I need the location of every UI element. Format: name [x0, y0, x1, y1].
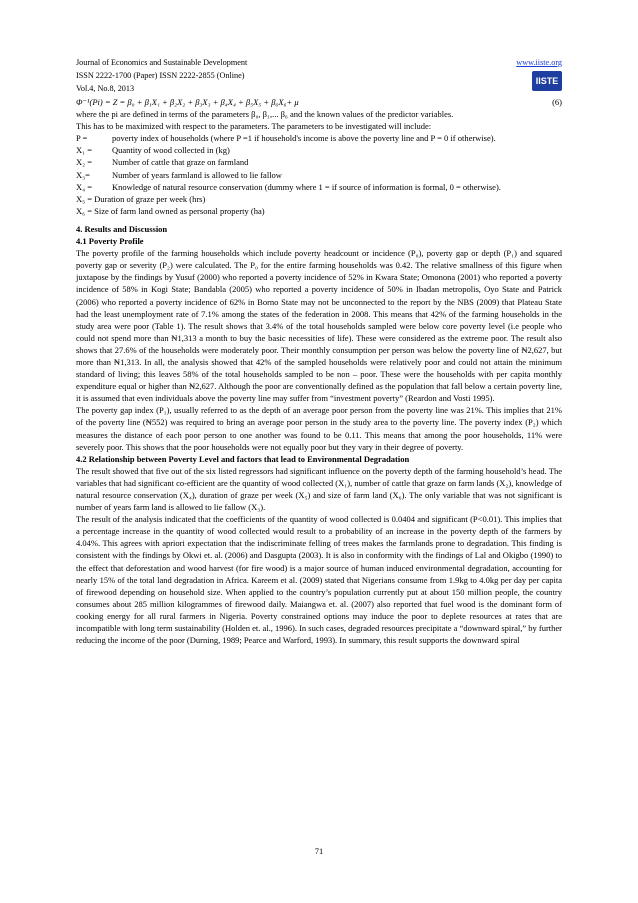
definition-key: X₂ =	[76, 157, 93, 168]
paragraph-poverty-profile: The poverty profile of the farming households which include poverty headcount or incidence (P₀), poverty gap or depth (P₁) and squared poverty gap or severity (P₂) were calculated. The P₀ for the entire farming households was 0.42. The relative smallness of this figure when juxtapose by the findings by Yusuf (2000) who reported a poverty incidence of 52% in Kwara State; Omonona (2001) who reported a poverty incidence of 58% in Kogi State; Bandabla (2005) who reported a poverty incidence of 50% in Ibadan metropolis, Oyo State and Patrick (2006) who reported a poverty incidence of 62% in Borno State may not be unconnected to the report by the NBS (2009) that Plateau State had the least unemployment rate of 7.1% among the states of the federation in 2008. This means that 42% of the farming households in the study area were poor (Table 1). The result shows that 3.4% of the total households sampled were below core poverty level (i.e people who could not spend more than ₦1,313 a month to buy the basic necessities of life). These were considered as the extreme poor. The result also shows that 27.6% of the households were moderately poor. Their monthly consumption per person was below the poverty line of ₦2,627, but more than ₦1,313. In all, the analysis showed that 42% of the sampled households were relatively poor and could not attain the minimum standard of living; this leaves 58% of the total households sampled to be non – poor. These were the households with per capita monthly expenditure equal or higher than ₦2,627. Although the poor are conventionally defined as the population that fall below a certain poverty line, it is assumed that even individuals above the poverty line may suffer from “investment poverty” (Reardon and Vosti 1995).	[76, 248, 562, 404]
issn-line: ISSN 2222-1700 (Paper) ISSN 2222-2855 (Online)	[76, 71, 245, 80]
definition-value: Quantity of wood collected in (kg)	[112, 145, 230, 156]
definition-value: Number of years farmland is allowed to lie fallow	[112, 169, 282, 180]
page-number: 71	[314, 846, 324, 856]
definition-key: X₃=	[76, 169, 90, 180]
definition-row	[76, 132, 562, 144]
paragraph-poverty-gap: The poverty gap index (P₁), usually referred to as the depth of an average poor person from the poverty line was 21%. This implies that 21% of the poverty line (₦552) was required to bring an average poor person in the study area to the poverty line. The poverty index (P₂) which measures the distance of each poor person to one another was found to be 0.11. This means that among the poor households, 11% were severely poor. This shows that the poor households were not equally poor but they vary in their degree of poverty.	[76, 405, 562, 452]
paragraph-analysis-result: The result of the analysis indicated that the coefficients of the quantity of wood collected is 0.0404 and significant (P<0.01). This implies that a percentage increase in the quantity of wood collected would result to a probability of an increase in the poverty depth of the farmers by 4.04%. This agrees with apriori expectation that the indiscriminate felling of trees makes the farmlands prone to degradation. This finding is consistent with the findings by Okwi et. al. (2006) and Dasgupta (2003). It is also in conformity with the findings of Lal and Okigbo (1990) to the effect that deforestation and wood harvest (for fire wood) is a major source of human induced environmental degradation, accounting for nearly 15% of the total land degradation in Africa. Kareem et al. (2009) stated that Nigerians consume from 1.9kg to 4.0kg per day per capita of firewood depending on household size. When applied to the country’s population currently put at about 150 million people, the country consumes about 285 million kilogrammes of firewood daily. Maiangwa et. al. (2007) also reported that fuel wood is the dominant form of cooking energy for all rural farmers in Nigeria. Poverty constrained options may induce the poor to deplete resources at rates that are incompatible with long term sustainability (Holden et. al., 1996). In such cases, degraded resources precipitate a “downward spiral,” by further reducing the income of the poor (Durning, 1989; Pearce and Warford, 1993). In summary, this result supports the downward spiral	[76, 514, 562, 646]
definition-row	[76, 156, 562, 168]
intro-line-1: where the pi are defined in terms of the parameters β₀, β₁,... β₆ and the known values of the predictor variables.	[76, 109, 454, 120]
article-body	[76, 96, 562, 646]
intro-line-2: This has to be maximized with respect to the parameters. The parameters to be investigated will include:	[76, 121, 432, 132]
journal-url-link[interactable]: www.iiste.org	[516, 58, 562, 67]
definition-row	[76, 181, 562, 193]
definition-value: poverty index of households (where P =1 if household's income is above the poverty line and P = 0 if otherwise).	[112, 133, 496, 144]
journal-title: Journal of Economics and Sustainable Development	[76, 58, 248, 67]
volume-line: Vol.4, No.8, 2013	[76, 84, 135, 93]
definition-value: Knowledge of natural resource conservation (dummy where 1 = if source of information is formal, 0 = otherwise).	[112, 181, 501, 192]
iiste-logo: IISTE	[532, 71, 562, 91]
equation-formula: Φ⁻¹(Pi) = Z = β₀ + β₁X₁ + β₂X₂ + β₃X₃ + β₄X₄ + β₅X₅ + β₆X₆+ μ	[76, 97, 299, 107]
definition-x6: X₆ = Size of farm land owned as personal property (ha)	[76, 205, 265, 216]
definition-key: P =	[76, 133, 88, 144]
definition-value: Number of cattle that graze on farmland	[112, 157, 249, 168]
definition-key: X₄ =	[76, 181, 93, 192]
equation-number: (6)	[552, 97, 562, 107]
subsection-heading-poverty-profile: 4.1 Poverty Profile	[76, 236, 144, 247]
definition-key: X₁ =	[76, 145, 93, 156]
definition-row	[76, 169, 562, 181]
paragraph-regressors: The result showed that five out of the six listed regressors had significant influence on the poverty depth of the farming household’s head. The variables that had significant co-efficient are the quantity of wood collected (X₁), number of cattle that graze on farm lands (X₂), knowledge of natural resource conservation (X₄), duration of graze per week (X₅) and size of farm land (X₆). The only variable that was not significant is number of years farm land is allowed to lie fallow (X₃).	[76, 465, 562, 513]
subsection-heading-relationship: 4.2 Relationship between Poverty Level and factors that lead to Environmental Degradation	[76, 453, 410, 464]
section-heading: 4. Results and Discussion	[76, 223, 168, 234]
definition-x5: X₅ = Duration of graze per week (hrs)	[76, 193, 206, 204]
journal-header	[76, 56, 562, 95]
definition-row	[76, 144, 562, 156]
probit-equation	[76, 96, 562, 108]
